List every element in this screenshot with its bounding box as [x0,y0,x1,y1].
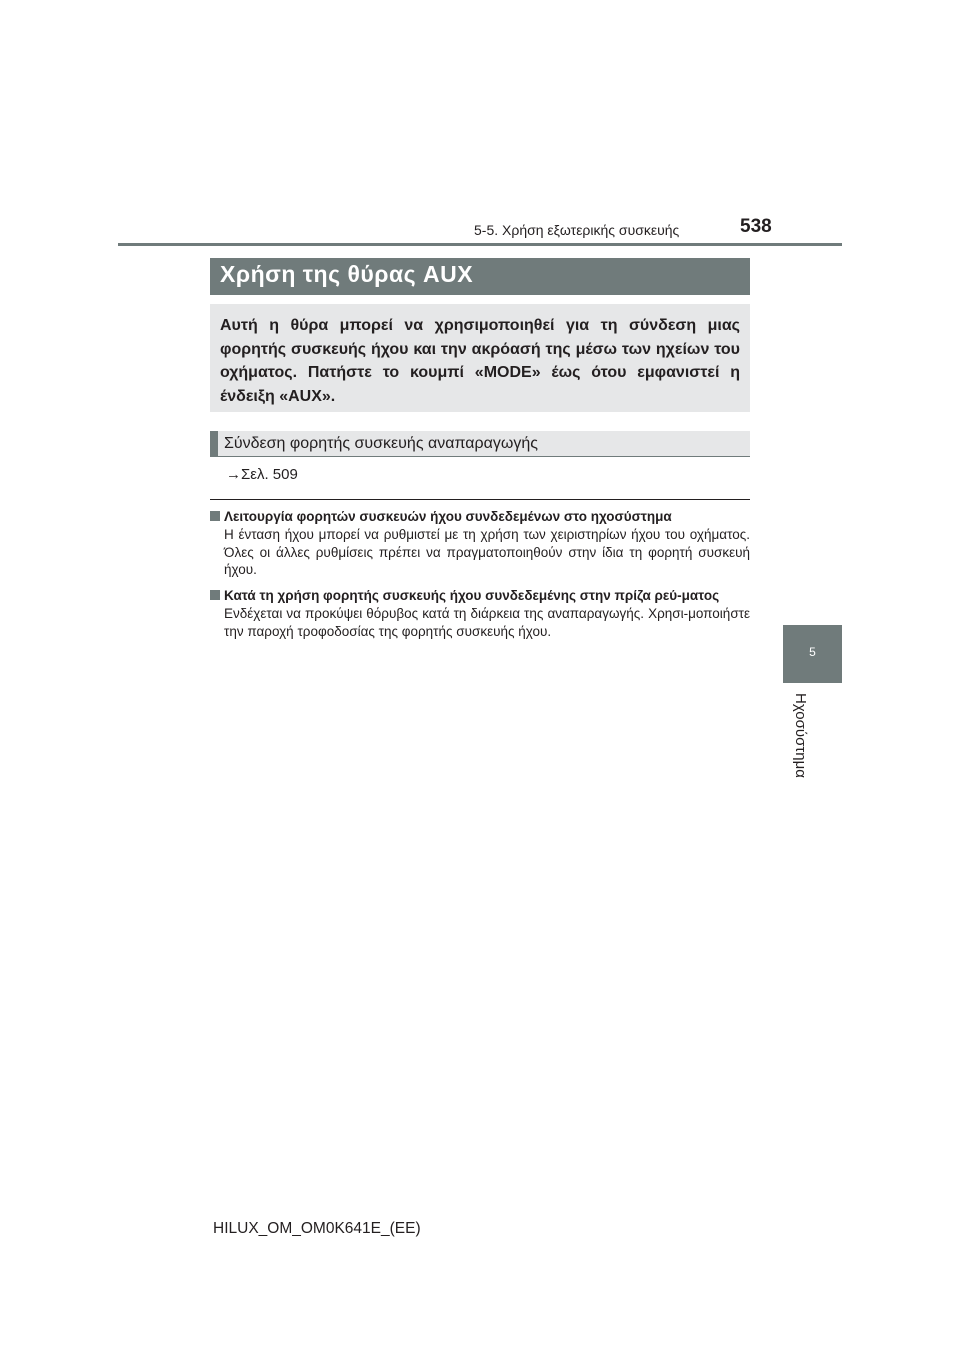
page-number: 538 [740,216,772,237]
note-heading-text: Κατά τη χρήση φορητής συσκευής ήχου συνδεδεμένης στην πρίζα ρεύ-ματος [224,588,720,603]
note-volume [210,508,750,579]
chapter-tab [783,625,842,683]
note-heading [210,508,750,526]
subsection-heading-bar [210,431,750,457]
notes-divider [210,499,750,500]
page-reference: →Σελ. 509 [226,466,298,483]
note-power-outlet [210,587,750,640]
note-heading [210,587,750,605]
square-bullet-icon [210,590,220,600]
intro-box [210,304,750,412]
note-body: Η ένταση ήχου μπορεί να ρυθμιστεί με τη χρήση των χειριστηρίων ήχου του οχήματος. Όλες οι άλλες ρυθμίσεις πρέπει να πραγματοποιηθούν στην ίδια τη φορητή συσκευή ήχου. [224,527,750,577]
document-code: HILUX_OM_OM0K641E_(EE) [213,1220,421,1237]
subsection-accent [210,431,218,456]
page-title: Χρήση της θύρας AUX [220,261,474,287]
note-body: Ενδέχεται να προκύψει θόρυβος κατά τη διάρκεια της αναπαραγωγής. Χρησι-μοποιήστε την παροχή τροφοδοσίας της φορητής συσκευής ήχου. [224,606,750,639]
chapter-label: Ηχοσύστημα [792,693,809,778]
square-bullet-icon [210,511,220,521]
chapter-number: 5 [809,645,816,659]
page-title-bar [210,258,750,295]
subsection-title: Σύνδεση φορητής συσκευής αναπαραγωγής [224,435,538,452]
header-divider [118,243,842,246]
intro-text: Αυτή η θύρα μπορεί να χρησιμοποιηθεί για τη σύνδεση μιας φορητής συσκευής ήχου και την ακρόασή της μέσω των ηχείων του οχήματος. Πατήστε το κουμπί «MODE» έως ότου εμφανιστεί η ένδειξη «AUX». [220,317,740,405]
note-heading-text: Λειτουργία φορητών συσκευών ήχου συνδεδεμένων στο ηχοσύστημα [224,509,672,524]
section-title: 5-5. Χρήση εξωτερικής συσκευής [474,222,680,238]
